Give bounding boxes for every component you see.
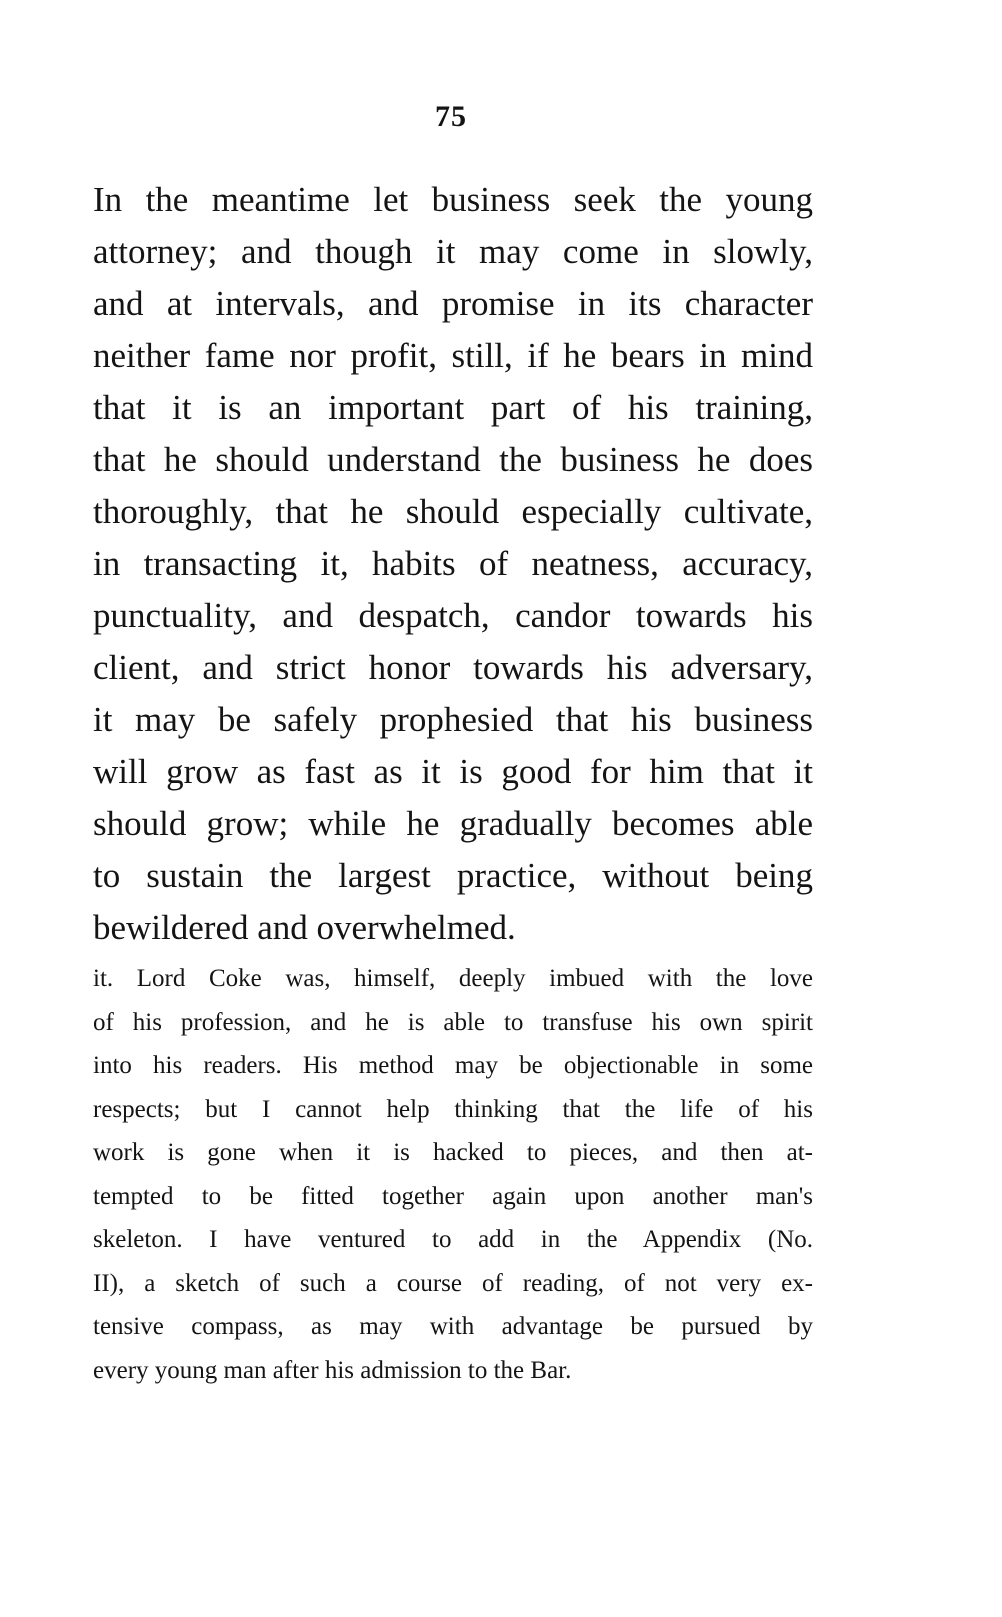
body-line: and at intervals, and promise in its character (93, 284, 813, 323)
footnote-line: tempted to be fitted together again upon another man's (93, 1182, 813, 1210)
body-line: attorney; and though it may come in slowly, (93, 232, 813, 271)
footnote-line: II), a sketch of such a course of reading, of not very ex- (93, 1269, 813, 1297)
body-line: that it is an important part of his training, (93, 388, 813, 427)
body-line: it may be safely prophesied that his business (93, 700, 813, 739)
footnote-line: of his profession, and he is able to transfuse his own spirit (93, 1008, 813, 1036)
footnote-line: skeleton. I have ventured to add in the Appendix (No. (93, 1226, 813, 1253)
body-line: neither fame nor profit, still, if he bears in mind (93, 336, 813, 375)
footnote-line: it. Lord Coke was, himself, deeply imbued with the love (93, 965, 813, 992)
body-line: will grow as fast as it is good for him that it (93, 752, 813, 791)
body-line: that he should understand the business he does (93, 440, 813, 479)
body-line: in transacting it, habits of neatness, accuracy, (93, 544, 813, 583)
body-line: to sustain the largest practice, without being (93, 856, 813, 895)
page-number: 75 (435, 100, 467, 133)
footnote-paragraph (93, 957, 813, 1392)
footnote-line: work is gone when it is hacked to pieces, and then at- (93, 1139, 813, 1166)
footnote-line: every young man after his admission to the Bar. (93, 1356, 572, 1384)
footnote-line: tensive compass, as may with advantage be pursued by (93, 1313, 813, 1340)
body-line: should grow; while he gradually becomes able (93, 804, 813, 843)
body-line: thoroughly, that he should especially cultivate, (93, 492, 813, 531)
footnote-line: respects; but I cannot help thinking that the life of his (93, 1095, 813, 1123)
main-paragraph (93, 174, 813, 954)
body-line: client, and strict honor towards his adversary, (93, 648, 813, 687)
footnote-line: into his readers. His method may be objectionable in some (93, 1052, 813, 1079)
body-line: punctuality, and despatch, candor towards his (93, 596, 813, 635)
body-line: In the meantime let business seek the young (93, 180, 813, 219)
body-line: bewildered and overwhelmed. (93, 908, 516, 947)
